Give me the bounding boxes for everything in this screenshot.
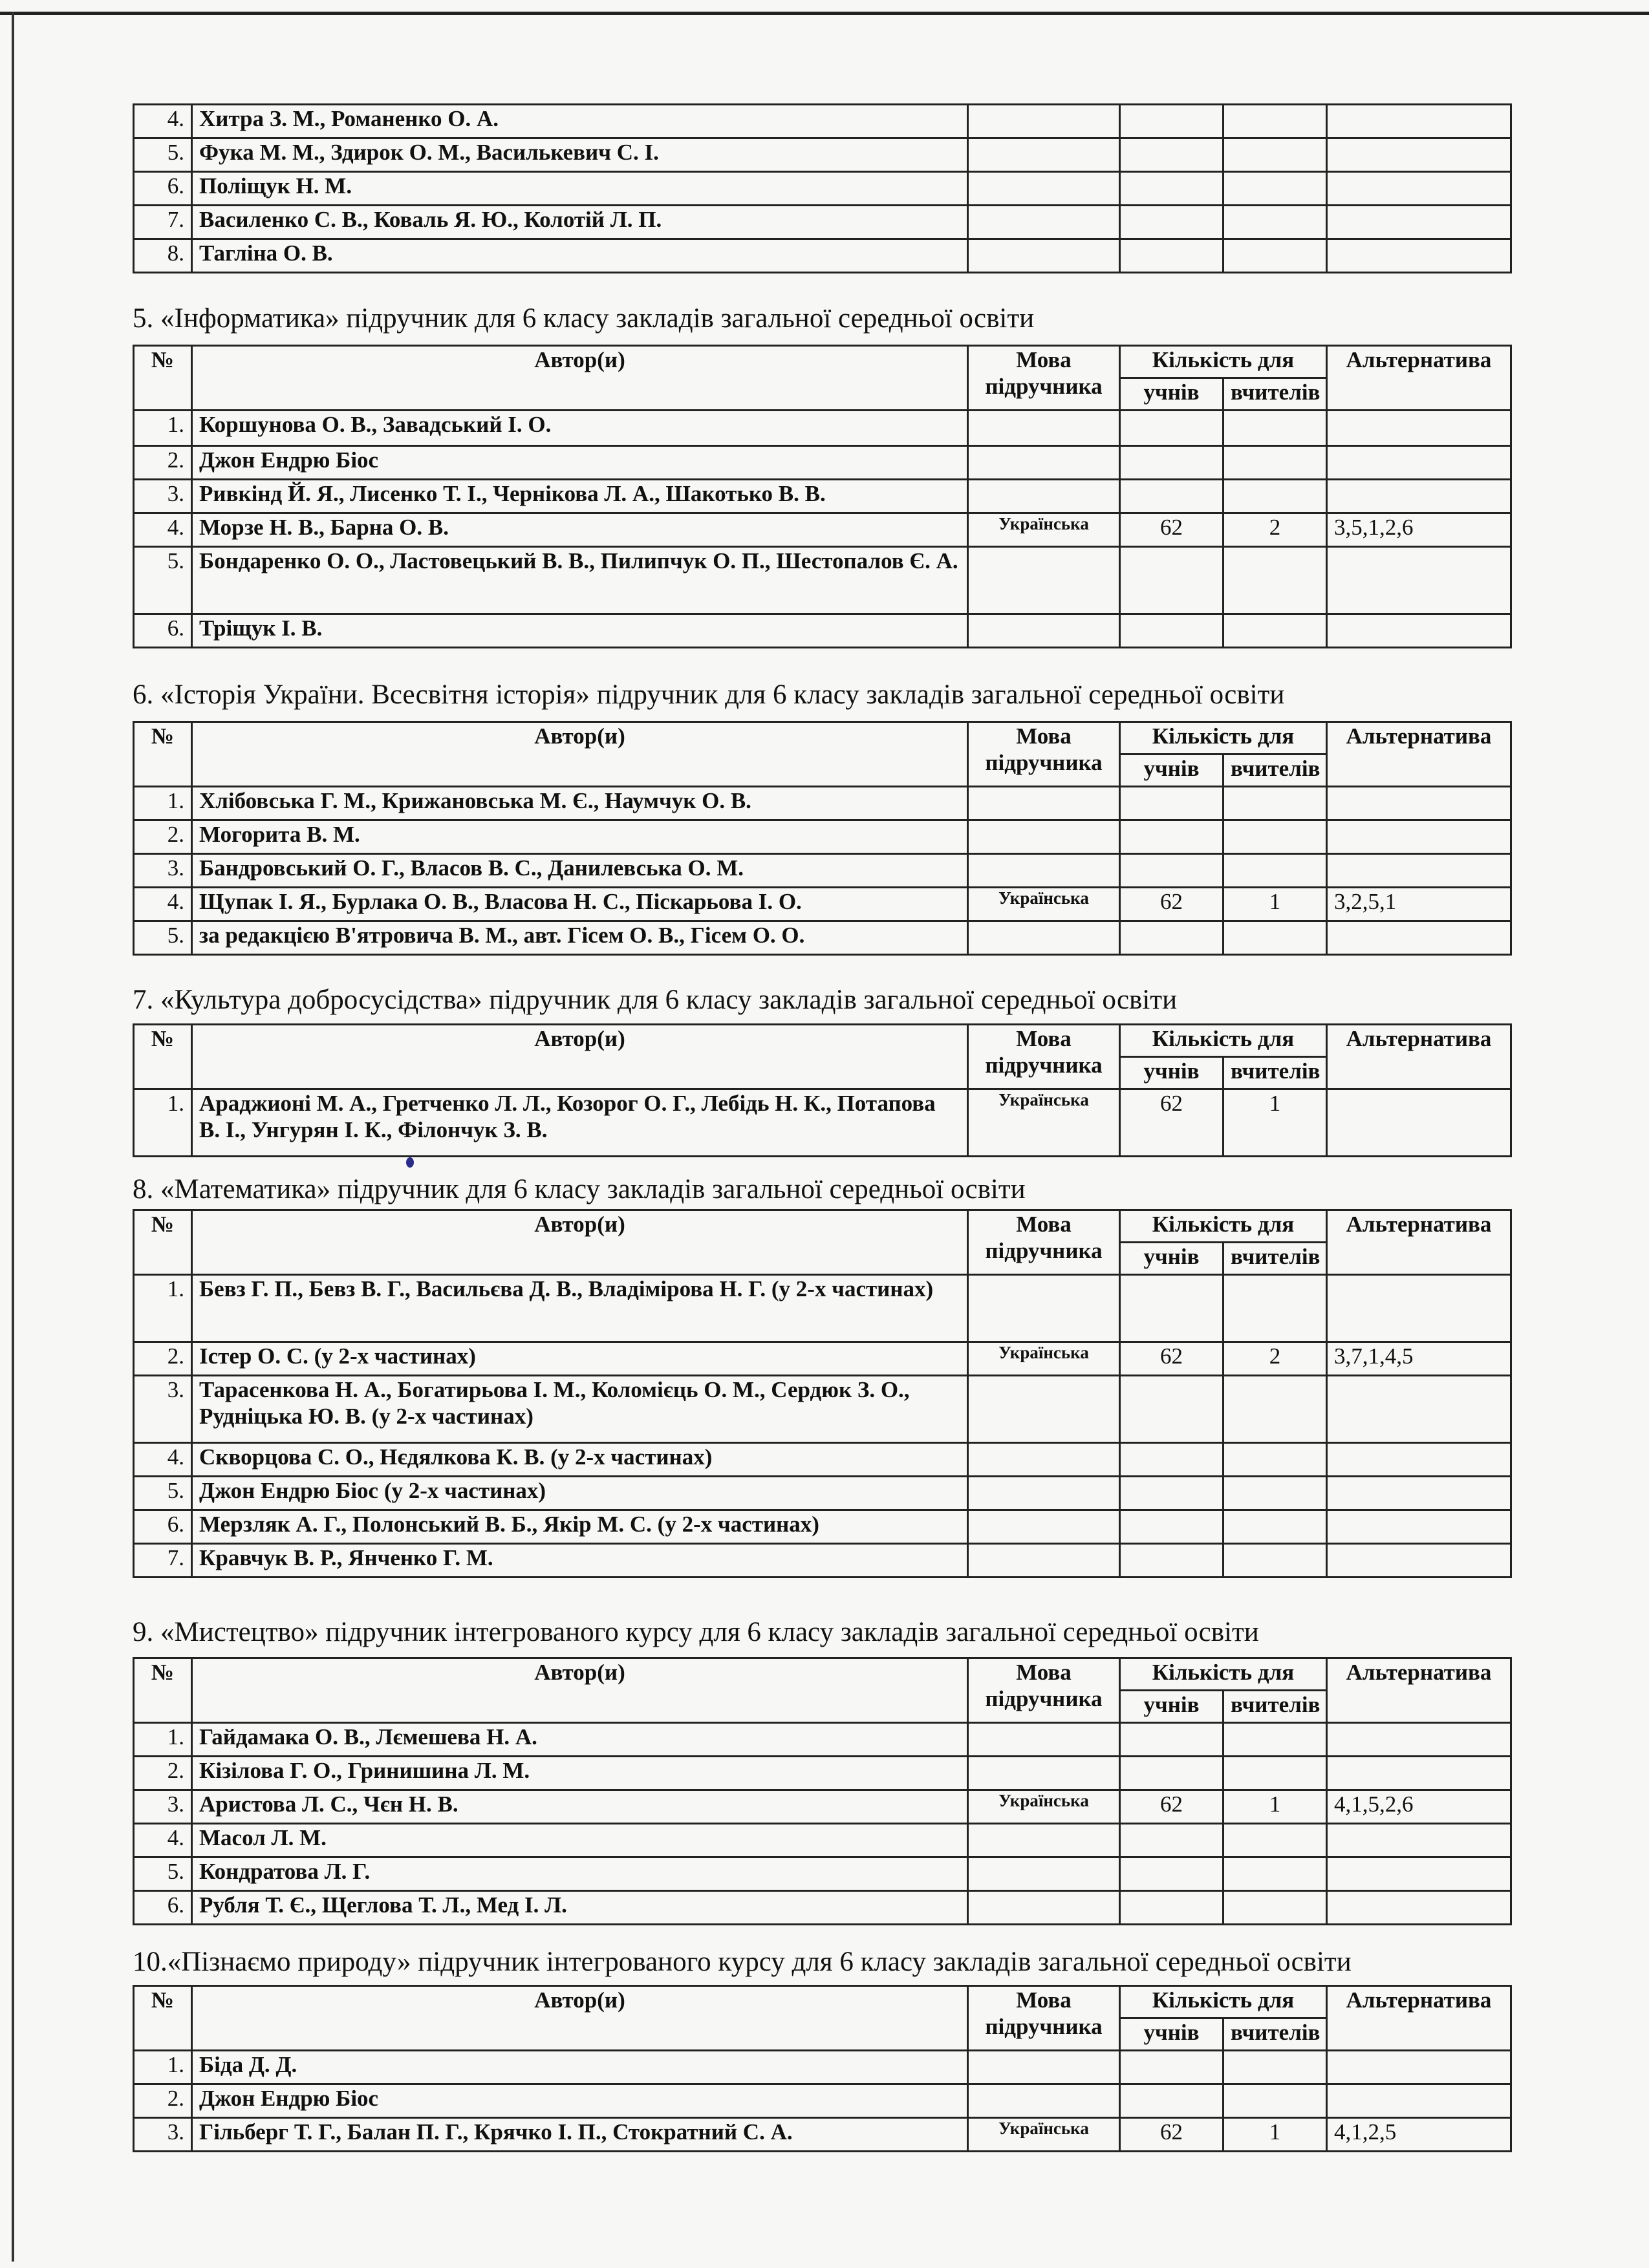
teachers-count-cell <box>1223 1376 1327 1443</box>
alternative-cell <box>1327 547 1511 614</box>
students-count-cell <box>1120 411 1223 446</box>
teachers-column-header: вчителів <box>1223 754 1327 787</box>
alternative-column-header: Альтернатива <box>1327 346 1511 411</box>
alternative-cell <box>1327 1443 1511 1477</box>
language-cell: Українська <box>968 888 1120 921</box>
author-cell: Тарасенкова Н. А., Богатирьова І. М., Коломієць О. М., Сердюк З. О., Рудніцька Ю. В. (у 2-х частинах) <box>192 1376 968 1443</box>
language-cell <box>968 1477 1120 1510</box>
table-row <box>134 1757 1511 1790</box>
students-count-cell <box>1120 921 1223 955</box>
row-number: 3. <box>134 2118 192 2152</box>
teachers-count-cell: 1 <box>1223 1089 1327 1157</box>
table-row <box>134 787 1511 820</box>
students-count-cell <box>1120 172 1223 206</box>
language-column-header: Мова підручника <box>968 346 1120 411</box>
row-number: 1. <box>134 2051 192 2084</box>
students-count-cell: 62 <box>1120 513 1223 547</box>
section-heading: 7. «Культура добросусідства» підручник для 6 класу закладів загальної середньої освіти <box>133 985 1178 1015</box>
section-heading: 8. «Математика» підручник для 6 класу закладів загальної середньої освіти <box>133 1174 1026 1204</box>
teachers-count-cell <box>1223 1891 1327 1925</box>
alternative-cell: 3,7,1,4,5 <box>1327 1342 1511 1376</box>
teachers-column-header: вчителів <box>1223 2018 1327 2051</box>
students-column-header: учнів <box>1120 1243 1223 1275</box>
language-cell <box>968 105 1120 138</box>
count-column-header: Кількість для <box>1120 722 1327 754</box>
author-cell: Тріщук І. В. <box>192 614 968 648</box>
author-cell: Масол Л. М. <box>192 1824 968 1857</box>
students-column-header: учнів <box>1120 2018 1223 2051</box>
alternative-cell <box>1327 2084 1511 2118</box>
language-cell <box>968 446 1120 480</box>
row-number: 3. <box>134 1376 192 1443</box>
alternative-cell <box>1327 105 1511 138</box>
row-number: 1. <box>134 1723 192 1757</box>
students-count-cell <box>1120 206 1223 239</box>
scan-edge-top <box>0 12 1649 15</box>
author-cell: Рубля Т. Є., Щеглова Т. Л., Мед І. Л. <box>192 1891 968 1925</box>
teachers-column-header: вчителів <box>1223 1691 1327 1723</box>
row-number: 5. <box>134 1477 192 1510</box>
author-cell: Істер О. С. (у 2-х частинах) <box>192 1342 968 1376</box>
number-column-header: № <box>134 346 192 411</box>
table-row <box>134 206 1511 239</box>
author-cell: Кізілова Г. О., Гринишина Л. М. <box>192 1757 968 1790</box>
row-number: 2. <box>134 1757 192 1790</box>
language-cell: Українська <box>968 1790 1120 1824</box>
teachers-count-cell <box>1223 411 1327 446</box>
row-number: 1. <box>134 1275 192 1342</box>
table-row <box>134 105 1511 138</box>
alternative-cell <box>1327 1089 1511 1157</box>
table-row <box>134 1857 1511 1891</box>
author-cell: Хитра З. М., Романенко О. А. <box>192 105 968 138</box>
author-cell: Коршунова О. В., Завадський І. О. <box>192 411 968 446</box>
author-cell: Поліщук Н. М. <box>192 172 968 206</box>
table-row <box>134 2051 1511 2084</box>
students-count-cell <box>1120 614 1223 648</box>
language-cell <box>968 854 1120 888</box>
language-cell <box>968 614 1120 648</box>
students-count-cell: 62 <box>1120 1089 1223 1157</box>
row-number: 6. <box>134 1510 192 1544</box>
students-column-header: учнів <box>1120 1057 1223 1089</box>
language-cell <box>968 1857 1120 1891</box>
row-number: 6. <box>134 172 192 206</box>
author-cell: Джон Ендрю Біос <box>192 446 968 480</box>
table-row <box>134 1089 1511 1157</box>
author-cell: Кондратова Л. Г. <box>192 1857 968 1891</box>
row-number: 6. <box>134 1891 192 1925</box>
language-cell: Українська <box>968 513 1120 547</box>
teachers-count-cell <box>1223 446 1327 480</box>
textbook-authors-table <box>133 1985 1512 2152</box>
teachers-count-cell: 2 <box>1223 513 1327 547</box>
students-column-header: учнів <box>1120 754 1223 787</box>
author-column-header: Автор(и) <box>192 1025 968 1089</box>
language-cell <box>968 138 1120 172</box>
teachers-count-cell <box>1223 1275 1327 1342</box>
alternative-cell: 4,1,2,5 <box>1327 2118 1511 2152</box>
author-column-header: Автор(и) <box>192 1210 968 1275</box>
alternative-column-header: Альтернатива <box>1327 1025 1511 1089</box>
students-count-cell <box>1120 1443 1223 1477</box>
author-cell: Скворцова С. О., Нєдялкова К. В. (у 2-х частинах) <box>192 1443 968 1477</box>
language-cell <box>968 480 1120 513</box>
author-cell: Василенко С. В., Коваль Я. Ю., Колотій Л. П. <box>192 206 968 239</box>
header-row <box>134 1025 1511 1057</box>
language-cell <box>968 1757 1120 1790</box>
students-count-cell <box>1120 480 1223 513</box>
author-cell: Аристова Л. С., Чєн Н. В. <box>192 1790 968 1824</box>
teachers-count-cell: 1 <box>1223 888 1327 921</box>
teachers-count-cell: 1 <box>1223 1790 1327 1824</box>
teachers-column-header: вчителів <box>1223 378 1327 411</box>
row-number: 6. <box>134 614 192 648</box>
count-column-header: Кількість для <box>1120 1025 1327 1057</box>
row-number: 4. <box>134 1824 192 1857</box>
row-number: 2. <box>134 446 192 480</box>
author-cell: Гільберг Т. Г., Балан П. Г., Крячко І. П., Стократний С. А. <box>192 2118 968 2152</box>
table-row <box>134 1342 1511 1376</box>
students-count-cell <box>1120 1544 1223 1578</box>
students-count-cell <box>1120 820 1223 854</box>
teachers-count-cell <box>1223 138 1327 172</box>
alternative-cell <box>1327 1891 1511 1925</box>
students-count-cell: 62 <box>1120 2118 1223 2152</box>
author-cell: за редакцією В'ятровича В. М., авт. Гісем О. В., Гісем О. О. <box>192 921 968 955</box>
author-cell: Джон Ендрю Біос (у 2-х частинах) <box>192 1477 968 1510</box>
table-row <box>134 513 1511 547</box>
language-column-header: Мова підручника <box>968 1986 1120 2051</box>
language-cell <box>968 2084 1120 2118</box>
teachers-count-cell <box>1223 854 1327 888</box>
author-cell: Бандровський О. Г., Власов В. С., Данилевська О. М. <box>192 854 968 888</box>
teachers-count-cell <box>1223 105 1327 138</box>
number-column-header: № <box>134 1658 192 1723</box>
alternative-cell <box>1327 206 1511 239</box>
teachers-count-cell <box>1223 1757 1327 1790</box>
language-column-header: Мова підручника <box>968 1658 1120 1723</box>
students-count-cell <box>1120 547 1223 614</box>
teachers-count-cell <box>1223 1443 1327 1477</box>
students-count-cell <box>1120 138 1223 172</box>
row-number: 5. <box>134 547 192 614</box>
author-column-header: Автор(и) <box>192 722 968 787</box>
teachers-count-cell <box>1223 547 1327 614</box>
students-count-cell <box>1120 787 1223 820</box>
students-count-cell <box>1120 105 1223 138</box>
table-row <box>134 1891 1511 1925</box>
author-cell: Бевз Г. П., Бевз В. Г., Васильєва Д. В., Владімірова Н. Г. (у 2-х частинах) <box>192 1275 968 1342</box>
students-count-cell <box>1120 1857 1223 1891</box>
author-cell: Мерзляк А. Г., Полонський В. Б., Якір М. С. (у 2-х частинах) <box>192 1510 968 1544</box>
row-number: 1. <box>134 1089 192 1157</box>
language-cell <box>968 921 1120 955</box>
language-cell: Українська <box>968 1342 1120 1376</box>
textbook-authors-table <box>133 1023 1512 1157</box>
students-count-cell <box>1120 2051 1223 2084</box>
alternative-cell: 3,2,5,1 <box>1327 888 1511 921</box>
alternative-cell <box>1327 239 1511 273</box>
teachers-count-cell <box>1223 614 1327 648</box>
language-cell <box>968 172 1120 206</box>
continuation-table <box>133 103 1512 273</box>
ink-dot-mark <box>406 1157 414 1168</box>
row-number: 5. <box>134 138 192 172</box>
table-row <box>134 1544 1511 1578</box>
language-cell <box>968 239 1120 273</box>
table-row <box>134 138 1511 172</box>
teachers-count-cell <box>1223 239 1327 273</box>
section-heading: 6. «Історія України. Всесвітня історія» підручник для 6 класу закладів загальної середньої освіти <box>133 679 1285 710</box>
table-row <box>134 2118 1511 2152</box>
header-row <box>134 1986 1511 2018</box>
language-cell <box>968 1443 1120 1477</box>
language-cell <box>968 206 1120 239</box>
teachers-count-cell <box>1223 1824 1327 1857</box>
table-row <box>134 411 1511 446</box>
author-cell: Кравчук В. Р., Янченко Г. М. <box>192 1544 968 1578</box>
alternative-cell <box>1327 1376 1511 1443</box>
table-row <box>134 2084 1511 2118</box>
language-cell <box>968 1275 1120 1342</box>
row-number: 1. <box>134 411 192 446</box>
count-column-header: Кількість для <box>1120 1658 1327 1691</box>
alternative-cell <box>1327 1275 1511 1342</box>
author-cell: Фука М. М., Здирок О. М., Василькевич С. І. <box>192 138 968 172</box>
number-column-header: № <box>134 722 192 787</box>
header-row <box>134 722 1511 754</box>
language-cell <box>968 1824 1120 1857</box>
students-count-cell <box>1120 854 1223 888</box>
students-count-cell: 62 <box>1120 1790 1223 1824</box>
author-column-header: Автор(и) <box>192 1986 968 2051</box>
table-row <box>134 547 1511 614</box>
students-count-cell <box>1120 1510 1223 1544</box>
language-cell <box>968 411 1120 446</box>
table-row <box>134 614 1511 648</box>
language-cell <box>968 1376 1120 1443</box>
row-number: 5. <box>134 1857 192 1891</box>
row-number: 4. <box>134 888 192 921</box>
header-row <box>134 346 1511 378</box>
author-cell: Бондаренко О. О., Ластовецький В. В., Пилипчук О. П., Шестопалов Є. А. <box>192 547 968 614</box>
students-count-cell <box>1120 1824 1223 1857</box>
table-row <box>134 1275 1511 1342</box>
author-cell: Могорита В. М. <box>192 820 968 854</box>
teachers-count-cell <box>1223 172 1327 206</box>
alternative-cell: 4,1,5,2,6 <box>1327 1790 1511 1824</box>
alternative-cell <box>1327 2051 1511 2084</box>
alternative-column-header: Альтернатива <box>1327 1986 1511 2051</box>
alternative-cell <box>1327 820 1511 854</box>
table-row <box>134 1723 1511 1757</box>
language-cell <box>968 1723 1120 1757</box>
teachers-count-cell <box>1223 1510 1327 1544</box>
author-column-header: Автор(и) <box>192 1658 968 1723</box>
language-cell: Українська <box>968 2118 1120 2152</box>
count-column-header: Кількість для <box>1120 1210 1327 1243</box>
table-row <box>134 1477 1511 1510</box>
students-count-cell <box>1120 1477 1223 1510</box>
table-row <box>134 1510 1511 1544</box>
teachers-column-header: вчителів <box>1223 1057 1327 1089</box>
alternative-cell <box>1327 172 1511 206</box>
language-cell <box>968 1510 1120 1544</box>
textbook-authors-table <box>133 345 1512 648</box>
author-cell: Джон Ендрю Біос <box>192 2084 968 2118</box>
teachers-count-cell <box>1223 206 1327 239</box>
row-number: 3. <box>134 480 192 513</box>
teachers-count-cell <box>1223 1857 1327 1891</box>
alternative-cell <box>1327 1510 1511 1544</box>
author-cell: Хлібовська Г. М., Крижановська М. Є., Наумчук О. В. <box>192 787 968 820</box>
row-number: 7. <box>134 1544 192 1578</box>
teachers-count-cell: 1 <box>1223 2118 1327 2152</box>
students-column-header: учнів <box>1120 1691 1223 1723</box>
number-column-header: № <box>134 1210 192 1275</box>
header-row <box>134 1210 1511 1243</box>
alternative-column-header: Альтернатива <box>1327 1210 1511 1275</box>
table-row <box>134 1824 1511 1857</box>
count-column-header: Кількість для <box>1120 346 1327 378</box>
language-column-header: Мова підручника <box>968 1210 1120 1275</box>
language-column-header: Мова підручника <box>968 722 1120 787</box>
alternative-cell <box>1327 446 1511 480</box>
author-cell: Біда Д. Д. <box>192 2051 968 2084</box>
students-count-cell <box>1120 446 1223 480</box>
teachers-count-cell <box>1223 480 1327 513</box>
row-number: 2. <box>134 1342 192 1376</box>
teachers-count-cell <box>1223 2084 1327 2118</box>
table-row <box>134 172 1511 206</box>
teachers-count-cell <box>1223 1723 1327 1757</box>
author-cell: Араджионі М. А., Гретченко Л. Л., Козорог О. Г., Лебідь Н. К., Потапова В. І., Унгурян І. К., Філончук З. В. <box>192 1089 968 1157</box>
row-number: 4. <box>134 105 192 138</box>
teachers-count-cell <box>1223 1477 1327 1510</box>
language-cell <box>968 1544 1120 1578</box>
teachers-count-cell <box>1223 787 1327 820</box>
alternative-cell <box>1327 1757 1511 1790</box>
language-cell <box>968 820 1120 854</box>
section-heading: 9. «Мистецтво» підручник інтегрованого курсу для 6 класу закладів загальної середньої освіти <box>133 1617 1259 1647</box>
language-cell <box>968 787 1120 820</box>
section-heading: 10.«Пізнаємо природу» підручник інтегрованого курсу для 6 класу закладів загальної середньої освіти <box>133 1947 1352 1977</box>
table-row <box>134 921 1511 955</box>
alternative-cell <box>1327 138 1511 172</box>
alternative-cell <box>1327 1723 1511 1757</box>
row-number: 4. <box>134 1443 192 1477</box>
teachers-count-cell <box>1223 1544 1327 1578</box>
alternative-cell: 3,5,1,2,6 <box>1327 513 1511 547</box>
table-row <box>134 888 1511 921</box>
students-count-cell <box>1120 239 1223 273</box>
author-cell: Тагліна О. В. <box>192 239 968 273</box>
table-row <box>134 446 1511 480</box>
table-row <box>134 1376 1511 1443</box>
teachers-count-cell <box>1223 2051 1327 2084</box>
author-cell: Гайдамака О. В., Лємешева Н. А. <box>192 1723 968 1757</box>
alternative-cell <box>1327 921 1511 955</box>
alternative-cell <box>1327 1857 1511 1891</box>
row-number: 7. <box>134 206 192 239</box>
number-column-header: № <box>134 1986 192 2051</box>
students-count-cell <box>1120 1275 1223 1342</box>
teachers-count-cell: 2 <box>1223 1342 1327 1376</box>
textbook-authors-table <box>133 1657 1512 1925</box>
row-number: 2. <box>134 820 192 854</box>
students-count-cell <box>1120 1376 1223 1443</box>
alternative-cell <box>1327 1544 1511 1578</box>
language-cell <box>968 2051 1120 2084</box>
teachers-count-cell <box>1223 820 1327 854</box>
row-number: 5. <box>134 921 192 955</box>
table-row <box>134 239 1511 273</box>
table-row <box>134 854 1511 888</box>
count-column-header: Кількість для <box>1120 1986 1327 2018</box>
teachers-count-cell <box>1223 921 1327 955</box>
number-column-header: № <box>134 1025 192 1089</box>
row-number: 1. <box>134 787 192 820</box>
students-count-cell <box>1120 2084 1223 2118</box>
row-number: 3. <box>134 1790 192 1824</box>
students-column-header: учнів <box>1120 378 1223 411</box>
alternative-cell <box>1327 1477 1511 1510</box>
row-number: 8. <box>134 239 192 273</box>
alternative-column-header: Альтернатива <box>1327 722 1511 787</box>
students-count-cell: 62 <box>1120 888 1223 921</box>
students-count-cell <box>1120 1757 1223 1790</box>
author-cell: Щупак І. Я., Бурлака О. В., Власова Н. С., Піскарьова І. О. <box>192 888 968 921</box>
table-row <box>134 480 1511 513</box>
alternative-column-header: Альтернатива <box>1327 1658 1511 1723</box>
alternative-cell <box>1327 411 1511 446</box>
section-heading: 5. «Інформатика» підручник для 6 класу закладів загальної середньої освіти <box>133 303 1035 334</box>
teachers-column-header: вчителів <box>1223 1243 1327 1275</box>
author-cell: Морзе Н. В., Барна О. В. <box>192 513 968 547</box>
author-cell: Ривкінд Й. Я., Лисенко Т. І., Чернікова Л. А., Шакотько В. В. <box>192 480 968 513</box>
students-count-cell <box>1120 1891 1223 1925</box>
alternative-cell <box>1327 614 1511 648</box>
table-row <box>134 1443 1511 1477</box>
language-cell <box>968 1891 1120 1925</box>
scan-edge-left <box>12 12 14 2262</box>
language-cell: Українська <box>968 1089 1120 1157</box>
textbook-authors-table <box>133 1209 1512 1578</box>
row-number: 2. <box>134 2084 192 2118</box>
textbook-authors-table <box>133 721 1512 956</box>
students-count-cell: 62 <box>1120 1342 1223 1376</box>
table-row <box>134 820 1511 854</box>
row-number: 3. <box>134 854 192 888</box>
row-number: 4. <box>134 513 192 547</box>
alternative-cell <box>1327 787 1511 820</box>
alternative-cell <box>1327 854 1511 888</box>
header-row <box>134 1658 1511 1691</box>
language-cell <box>968 547 1120 614</box>
alternative-cell <box>1327 480 1511 513</box>
language-column-header: Мова підручника <box>968 1025 1120 1089</box>
alternative-cell <box>1327 1824 1511 1857</box>
table-row <box>134 1790 1511 1824</box>
students-count-cell <box>1120 1723 1223 1757</box>
author-column-header: Автор(и) <box>192 346 968 411</box>
